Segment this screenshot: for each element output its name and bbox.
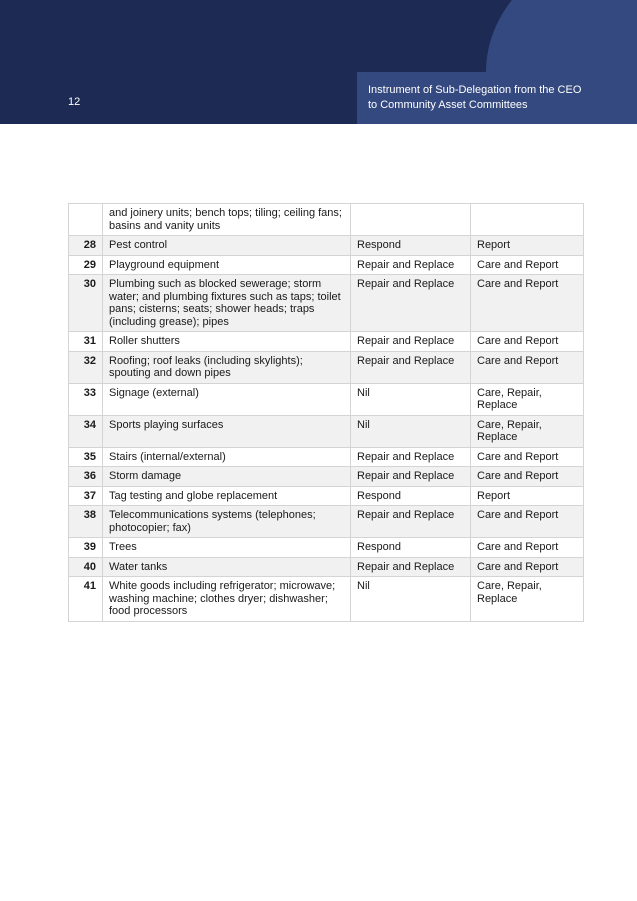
item-description-cell: Telecommunications systems (telephones; photocopier; fax) (103, 506, 351, 538)
table-row (69, 332, 584, 352)
item-description-cell: Trees (103, 538, 351, 558)
item-description-cell: Storm damage (103, 467, 351, 487)
committee-action-cell: Care and Report (471, 467, 584, 487)
responsibility-cell: Repair and Replace (351, 351, 471, 383)
item-description-cell: Tag testing and globe replacement (103, 486, 351, 506)
table-body (69, 204, 584, 622)
item-number-cell: 38 (69, 506, 103, 538)
responsibility-cell: Repair and Replace (351, 275, 471, 332)
committee-action-cell: Care, Repair, Replace (471, 415, 584, 447)
responsibility-cell: Repair and Replace (351, 506, 471, 538)
committee-action-cell: Care, Repair, Replace (471, 577, 584, 622)
committee-action-cell (471, 204, 584, 236)
document-title-line-1: Instrument of Sub-Delegation from the CEO (368, 84, 582, 96)
committee-action-cell: Care and Report (471, 557, 584, 577)
item-description-cell: Water tanks (103, 557, 351, 577)
document-title-line-2: to Community Asset Committees (368, 98, 528, 111)
maintenance-responsibility-table (68, 203, 584, 622)
page-number: 12 (68, 96, 81, 108)
responsibility-cell: Respond (351, 538, 471, 558)
committee-action-cell: Report (471, 236, 584, 256)
committee-action-cell: Care and Report (471, 538, 584, 558)
committee-action-cell: Care and Report (471, 275, 584, 332)
item-number-cell: 41 (69, 577, 103, 622)
committee-action-cell: Report (471, 486, 584, 506)
item-number-cell: 33 (69, 383, 103, 415)
item-number-cell: 31 (69, 332, 103, 352)
table-row (69, 467, 584, 487)
responsibility-cell: Repair and Replace (351, 332, 471, 352)
item-number-cell: 35 (69, 447, 103, 467)
item-number-cell: 40 (69, 557, 103, 577)
responsibility-cell: Nil (351, 383, 471, 415)
table-row (69, 275, 584, 332)
item-description-cell: Sports playing surfaces (103, 415, 351, 447)
item-description-cell: Roofing; roof leaks (including skylights); spouting and down pipes (103, 351, 351, 383)
item-number-cell: 32 (69, 351, 103, 383)
item-description-cell: White goods including refrigerator; microwave; washing machine; clothes dryer; dishwasher; food processors (103, 577, 351, 622)
item-description-cell: Pest control (103, 236, 351, 256)
item-description-cell: Playground equipment (103, 255, 351, 275)
table-row (69, 236, 584, 256)
document-title (368, 83, 618, 112)
item-number-cell: 28 (69, 236, 103, 256)
item-number-cell: 30 (69, 275, 103, 332)
item-description-cell: Roller shutters (103, 332, 351, 352)
item-number-cell: 37 (69, 486, 103, 506)
responsibility-cell: Repair and Replace (351, 557, 471, 577)
responsibility-cell: Respond (351, 236, 471, 256)
committee-action-cell: Care and Report (471, 506, 584, 538)
committee-action-cell: Care and Report (471, 255, 584, 275)
table-row (69, 351, 584, 383)
committee-action-cell: Care and Report (471, 447, 584, 467)
responsibility-cell: Repair and Replace (351, 447, 471, 467)
item-description-cell: Stairs (internal/external) (103, 447, 351, 467)
table-row (69, 506, 584, 538)
table-row (69, 577, 584, 622)
page-header (0, 0, 637, 124)
item-number-cell (69, 204, 103, 236)
responsibility-cell: Nil (351, 415, 471, 447)
responsibility-cell: Repair and Replace (351, 467, 471, 487)
committee-action-cell: Care, Repair, Replace (471, 383, 584, 415)
item-number-cell: 34 (69, 415, 103, 447)
table-row (69, 204, 584, 236)
table-row (69, 557, 584, 577)
item-number-cell: 39 (69, 538, 103, 558)
table-row (69, 486, 584, 506)
item-number-cell: 29 (69, 255, 103, 275)
responsibility-cell (351, 204, 471, 236)
table-row (69, 383, 584, 415)
item-description-cell: Signage (external) (103, 383, 351, 415)
item-description-cell: and joinery units; bench tops; tiling; ceiling fans; basins and vanity units (103, 204, 351, 236)
item-number-cell: 36 (69, 467, 103, 487)
committee-action-cell: Care and Report (471, 351, 584, 383)
responsibility-cell: Respond (351, 486, 471, 506)
responsibility-cell: Nil (351, 577, 471, 622)
item-description-cell: Plumbing such as blocked sewerage; storm water; and plumbing fixtures such as taps; toilet pans; cisterns; seats; shower heads; traps (including grease); pipes (103, 275, 351, 332)
table-row (69, 255, 584, 275)
committee-action-cell: Care and Report (471, 332, 584, 352)
table-row (69, 415, 584, 447)
table-row (69, 538, 584, 558)
responsibility-cell: Repair and Replace (351, 255, 471, 275)
table-row (69, 447, 584, 467)
